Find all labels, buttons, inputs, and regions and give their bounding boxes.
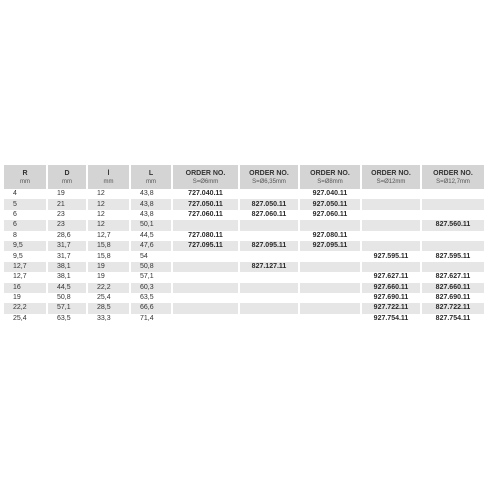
table-row: [4, 303, 484, 313]
cell-order-12mm: 927.595.11: [360, 251, 420, 261]
table-row: [4, 231, 484, 241]
cell-order-12-7mm: 827.690.11: [420, 293, 484, 303]
cell-d: 38,1: [46, 262, 86, 272]
cell-order-6-35mm: 827.127.11: [238, 262, 298, 272]
cell-order-6mm: [171, 220, 238, 230]
cell-l-total: 44,5: [129, 231, 171, 241]
cell-order-12mm: [360, 189, 420, 199]
cell-order-12-7mm: 827.660.11: [420, 283, 484, 293]
cell-d: 19: [46, 189, 86, 199]
cell-d: 23: [46, 210, 86, 220]
cell-order-12mm: 927.754.11: [360, 314, 420, 324]
cell-order-6mm: [171, 272, 238, 282]
cell-order-12-7mm: [420, 262, 484, 272]
table-row: [4, 272, 484, 282]
cell-order-12mm: 927.660.11: [360, 283, 420, 293]
cell-r: 6: [13, 210, 17, 218]
cell-l-small: 33,3: [86, 314, 129, 324]
header-order-6-35mm: ORDER NO. S=Ø6,35mm: [238, 165, 298, 189]
cell-order-6-35mm: [238, 251, 298, 261]
cell-r: 12,7: [4, 262, 46, 272]
cell-order-6-35mm: 827.050.11: [238, 199, 298, 209]
cell-order-6mm: [171, 293, 238, 303]
cell-r: 12,7: [13, 273, 27, 281]
cell-order-8mm: [298, 283, 360, 293]
cell-d: 21: [46, 199, 86, 209]
cell-order-6mm: 727.080.11: [171, 231, 238, 241]
cell-order-12mm: [360, 231, 420, 241]
cell-l-total: 50,8: [129, 262, 171, 272]
table-row: [4, 251, 484, 261]
cell-l-small: 12: [86, 220, 129, 230]
cell-order-12-7mm: [420, 189, 484, 199]
cell-r: 25,4: [13, 314, 27, 322]
cell-order-12mm: [360, 210, 420, 220]
cell-order-6-35mm: [238, 272, 298, 282]
cell-r: 8: [13, 231, 17, 239]
cell-l-small: 19: [86, 262, 129, 272]
cell-r: 9,5: [4, 241, 46, 251]
table-row: [4, 220, 484, 230]
header-order-6mm: ORDER NO. S=Ø6mm: [171, 165, 238, 189]
cell-order-6-35mm: [238, 314, 298, 324]
cell-d: 28,6: [46, 231, 86, 241]
cell-order-8mm: [298, 303, 360, 313]
cell-order-6-35mm: [238, 293, 298, 303]
header-l-small: l mm: [86, 165, 129, 189]
cell-order-8mm: [298, 272, 360, 282]
cell-l-small: 12: [86, 189, 129, 199]
cell-order-12-7mm: [420, 241, 484, 251]
cell-l-small: 12,7: [86, 231, 129, 241]
cell-order-6-35mm: [238, 220, 298, 230]
cell-l-total: 60,3: [129, 283, 171, 293]
header-r: R mm: [4, 165, 46, 189]
cell-order-12-7mm: 827.627.11: [420, 272, 484, 282]
table-row: [4, 314, 484, 324]
cell-order-8mm: 927.080.11: [298, 231, 360, 241]
cell-order-8mm: [298, 314, 360, 324]
cell-order-12-7mm: 827.560.11: [420, 220, 484, 230]
cell-l-small: 15,8: [86, 251, 129, 261]
cell-order-6mm: [171, 262, 238, 272]
cell-r: 16: [4, 283, 46, 293]
table-row: [4, 189, 484, 199]
cell-l-total: 47,6: [129, 241, 171, 251]
cell-order-12mm: [360, 220, 420, 230]
cell-l-total: 50,1: [129, 220, 171, 230]
cell-order-6mm: 727.040.11: [171, 189, 238, 199]
cell-r: 4: [13, 190, 17, 198]
cell-l-total: 43,8: [129, 210, 171, 220]
cell-order-12mm: [360, 241, 420, 251]
cell-l-total: 57,1: [129, 272, 171, 282]
header-order-12mm: ORDER NO. S=Ø12mm: [360, 165, 420, 189]
cell-l-small: 12: [86, 210, 129, 220]
cell-order-6mm: 727.060.11: [171, 210, 238, 220]
cell-d: 63,5: [46, 314, 86, 324]
table-row: [4, 199, 484, 209]
cell-order-8mm: [298, 220, 360, 230]
cell-r: 9,5: [13, 252, 23, 260]
cell-l-total: 43,8: [129, 189, 171, 199]
cell-l-small: 25,4: [86, 293, 129, 303]
cell-order-6-35mm: [238, 189, 298, 199]
cell-l-total: 66,6: [129, 303, 171, 313]
cell-order-12-7mm: 827.722.11: [420, 303, 484, 313]
table-row: [4, 262, 484, 272]
cell-order-12-7mm: 827.595.11: [420, 251, 484, 261]
cell-r: 19: [13, 294, 21, 302]
cell-l-small: 12: [86, 199, 129, 209]
cell-order-8mm: [298, 262, 360, 272]
cell-r: 22,2: [4, 303, 46, 313]
header-d: D mm: [46, 165, 86, 189]
header-l-total: L mm: [129, 165, 171, 189]
cell-order-12mm: 927.627.11: [360, 272, 420, 282]
cell-l-total: 43,8: [129, 199, 171, 209]
cell-l-small: 22,2: [86, 283, 129, 293]
cell-order-8mm: 927.040.11: [298, 189, 360, 199]
cell-order-8mm: 927.095.11: [298, 241, 360, 251]
cell-order-12-7mm: [420, 199, 484, 209]
cell-order-12mm: [360, 199, 420, 209]
cell-order-6mm: [171, 283, 238, 293]
cell-order-8mm: 927.050.11: [298, 199, 360, 209]
cell-order-8mm: [298, 293, 360, 303]
cell-order-12mm: [360, 262, 420, 272]
cell-order-6mm: 727.095.11: [171, 241, 238, 251]
table-row: [4, 241, 484, 251]
cell-order-6mm: 727.050.11: [171, 199, 238, 209]
cell-d: 57,1: [46, 303, 86, 313]
cell-r: 5: [4, 199, 46, 209]
cell-l-small: 28,5: [86, 303, 129, 313]
cell-order-8mm: [298, 251, 360, 261]
cell-l-small: 19: [86, 272, 129, 282]
cell-order-6mm: [171, 251, 238, 261]
table-row: [4, 283, 484, 293]
cell-r: 6: [4, 220, 46, 230]
cell-order-6-35mm: 827.060.11: [238, 210, 298, 220]
table-header-row: [4, 165, 484, 189]
cell-order-12-7mm: 827.754.11: [420, 314, 484, 324]
cell-l-total: 54: [129, 251, 171, 261]
header-order-8mm: ORDER NO. S=Ø8mm: [298, 165, 360, 189]
cell-order-6-35mm: 827.095.11: [238, 241, 298, 251]
header-order-12-7mm: ORDER NO. S=Ø12,7mm: [420, 165, 484, 189]
cell-d: 23: [46, 220, 86, 230]
table-row: [4, 293, 484, 303]
cell-order-12mm: 927.690.11: [360, 293, 420, 303]
cell-l-small: 15,8: [86, 241, 129, 251]
cell-l-total: 63,5: [129, 293, 171, 303]
cell-d: 50,8: [46, 293, 86, 303]
order-number-table: [4, 165, 484, 324]
cell-order-6mm: [171, 303, 238, 313]
cell-d: 31,7: [46, 251, 86, 261]
order-table-container: [4, 165, 484, 324]
cell-d: 31,7: [46, 241, 86, 251]
cell-order-6mm: [171, 314, 238, 324]
cell-d: 44,5: [46, 283, 86, 293]
cell-l-total: 71,4: [129, 314, 171, 324]
cell-order-8mm: 927.060.11: [298, 210, 360, 220]
cell-order-6-35mm: [238, 303, 298, 313]
cell-order-12-7mm: [420, 231, 484, 241]
cell-order-6-35mm: [238, 231, 298, 241]
cell-d: 38,1: [46, 272, 86, 282]
cell-order-12-7mm: [420, 210, 484, 220]
cell-order-6-35mm: [238, 283, 298, 293]
table-row: [4, 210, 484, 220]
cell-order-12mm: 927.722.11: [360, 303, 420, 313]
